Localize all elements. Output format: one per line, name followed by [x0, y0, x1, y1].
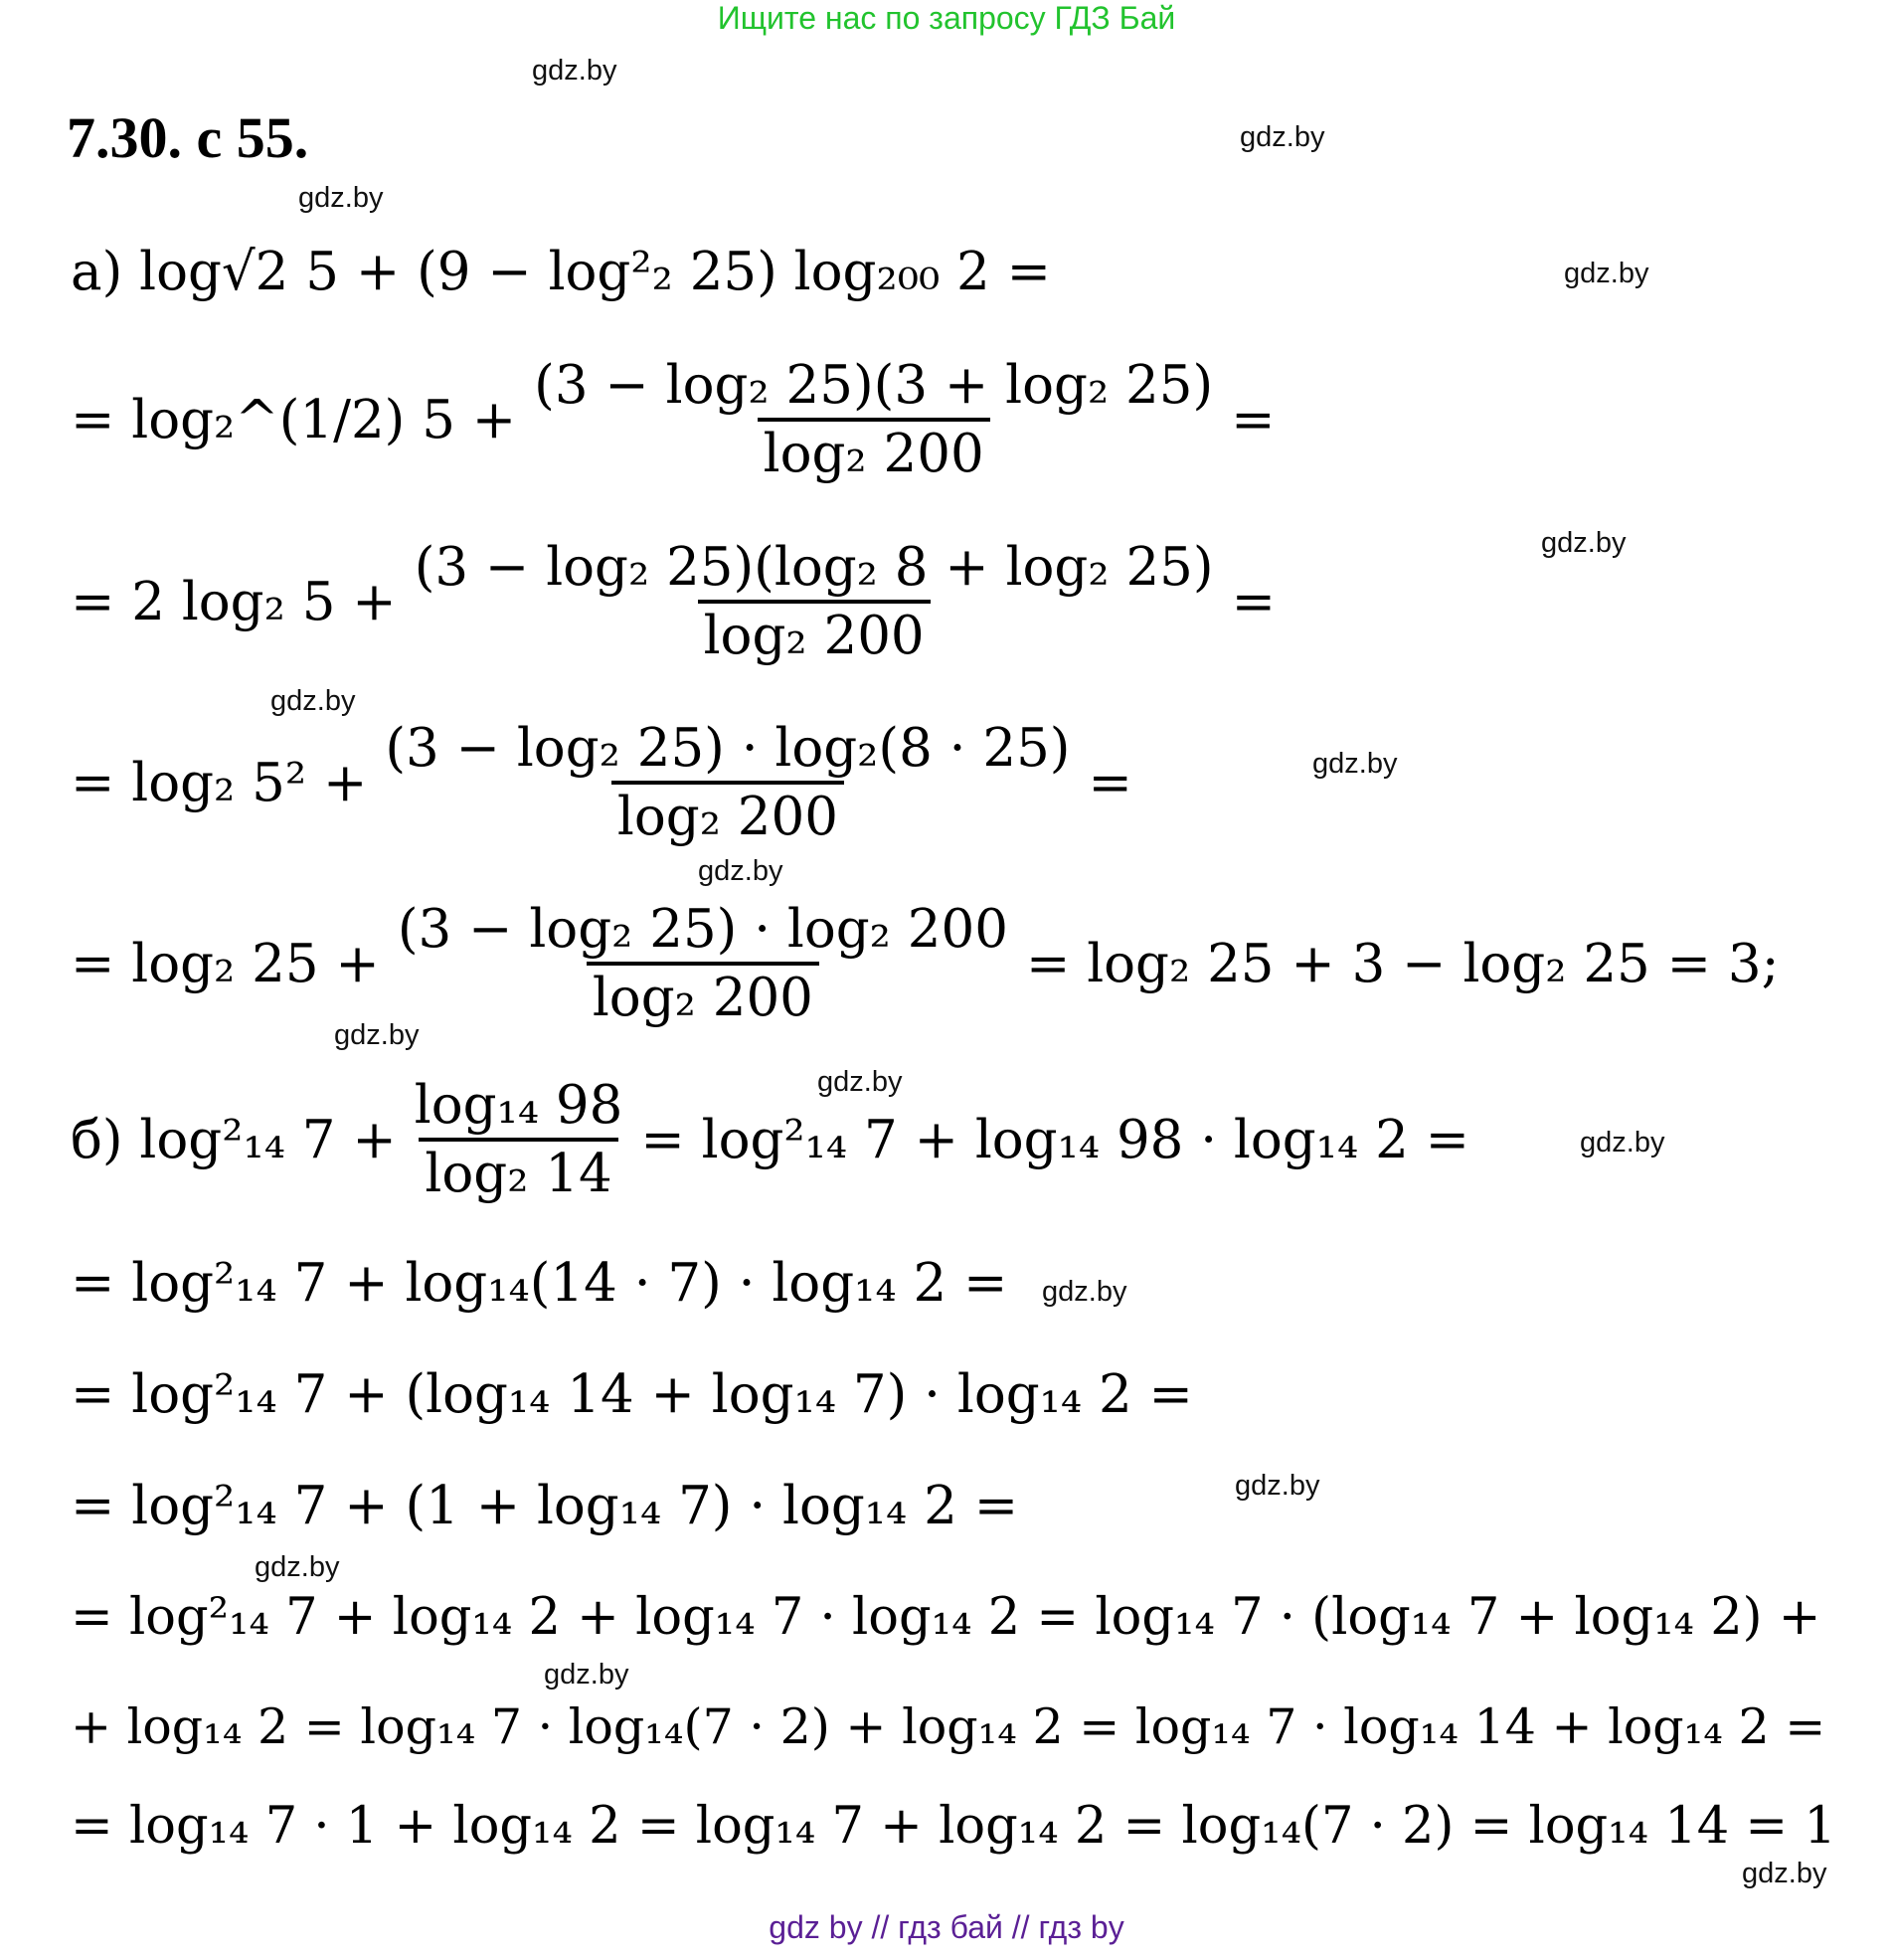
- watermark: gdz.by: [1742, 1858, 1827, 1889]
- fraction: [409, 1075, 629, 1204]
- expression: = log²₁₄ 7 + (log₁₄ 14 + log₁₄ 7) · log₁₄ 2 =: [71, 1363, 1193, 1425]
- denominator: log₂ 200: [698, 600, 931, 662]
- numerator: log₁₄ 98: [414, 1075, 623, 1136]
- expression: + log₁₄ 2 = log₁₄ 7 · log₁₄(7 · 2) + log₁₄ 2 = log₁₄ 7 · log₁₄ 14 + log₁₄ 2 =: [71, 1697, 1826, 1755]
- expression: = log²₁₄ 7 + log₁₄ 2 + log₁₄ 7 · log₁₄ 2 = log₁₄ 7 · (log₁₄ 7 + log₁₄ 2) +: [71, 1587, 1821, 1647]
- expression: = log₂ 25 + 3 − log₂ 25 = 3;: [1025, 933, 1780, 994]
- watermark: gdz.by: [1541, 527, 1627, 559]
- expression: = log₂ 25 +: [71, 933, 380, 994]
- watermark: gdz.by: [1240, 121, 1325, 153]
- solution-line: [67, 1075, 1473, 1204]
- expression: а) log√2 5 + (9 − log²₂ 25) log₂₀₀ 2 =: [71, 241, 1052, 302]
- expression: = log₂ 5² +: [71, 752, 368, 813]
- watermark: gdz.by: [298, 182, 384, 214]
- expression: = log₂^(1/2) 5 +: [71, 389, 517, 450]
- watermark: gdz.by: [1312, 748, 1398, 780]
- watermark: gdz.by: [532, 55, 617, 87]
- fraction: [392, 899, 1014, 1028]
- solution-line: [67, 355, 1280, 484]
- footer-watermark: gdz by // гдз бай // гдз by: [769, 1909, 1124, 1945]
- numerator: (3 − log₂ 25)(log₂ 8 + log₂ 25): [414, 537, 1214, 598]
- solution-line: [67, 212, 1055, 331]
- expression: б) log²₁₄ 7 +: [71, 1109, 397, 1170]
- solution-line: [67, 1223, 1011, 1342]
- fraction: [379, 718, 1076, 847]
- solution-line: [67, 718, 1136, 847]
- watermark: gdz.by: [1564, 258, 1649, 289]
- expression: = 2 log₂ 5 +: [71, 571, 397, 632]
- solution-line: [67, 1335, 1197, 1454]
- expression: = log²₁₄ 7 + log₁₄ 98 · log₁₄ 2 =: [640, 1109, 1470, 1170]
- numerator: (3 − log₂ 25) · log₂ 200: [397, 899, 1008, 960]
- solution-line: [67, 537, 1280, 666]
- expression: = log²₁₄ 7 + (1 + log₁₄ 7) · log₁₄ 2 =: [71, 1475, 1019, 1536]
- solution-line: [67, 899, 1783, 1028]
- watermark: gdz.by: [698, 855, 783, 887]
- search-hint-banner: Ищите нас по запросу ГДЗ Бай: [717, 0, 1176, 36]
- watermark: gdz.by: [817, 1066, 903, 1098]
- watermark: gdz.by: [255, 1551, 340, 1583]
- solution-line: [67, 1446, 1022, 1565]
- denominator: log₂ 200: [611, 781, 844, 843]
- watermark: gdz.by: [1580, 1127, 1665, 1158]
- fraction: [409, 537, 1220, 666]
- expression: = log²₁₄ 7 + log₁₄(14 · 7) · log₁₄ 2 =: [71, 1252, 1008, 1314]
- solution-line: [67, 1766, 1840, 1885]
- denominator: log₂ 14: [419, 1138, 617, 1200]
- numerator: (3 − log₂ 25)(3 + log₂ 25): [534, 355, 1214, 416]
- watermark: gdz.by: [544, 1659, 629, 1691]
- expression: =: [1231, 571, 1276, 632]
- expression: =: [1231, 389, 1276, 450]
- solution-line: [67, 1557, 1825, 1677]
- watermark: gdz.by: [1235, 1470, 1320, 1502]
- numerator: (3 − log₂ 25) · log₂(8 · 25): [385, 718, 1071, 779]
- expression: =: [1088, 752, 1132, 813]
- denominator: log₂ 200: [758, 418, 990, 480]
- watermark: gdz.by: [334, 1019, 420, 1051]
- watermark: gdz.by: [270, 685, 356, 717]
- fraction: [528, 355, 1219, 484]
- watermark: gdz.by: [1042, 1276, 1127, 1308]
- problem-title: 7.30. с 55.: [67, 105, 309, 170]
- expression: = log₁₄ 7 · 1 + log₁₄ 2 = log₁₄ 7 + log₁₄ 2 = log₁₄(7 · 2) = log₁₄ 14 = 1: [71, 1796, 1836, 1856]
- denominator: log₂ 200: [587, 962, 819, 1024]
